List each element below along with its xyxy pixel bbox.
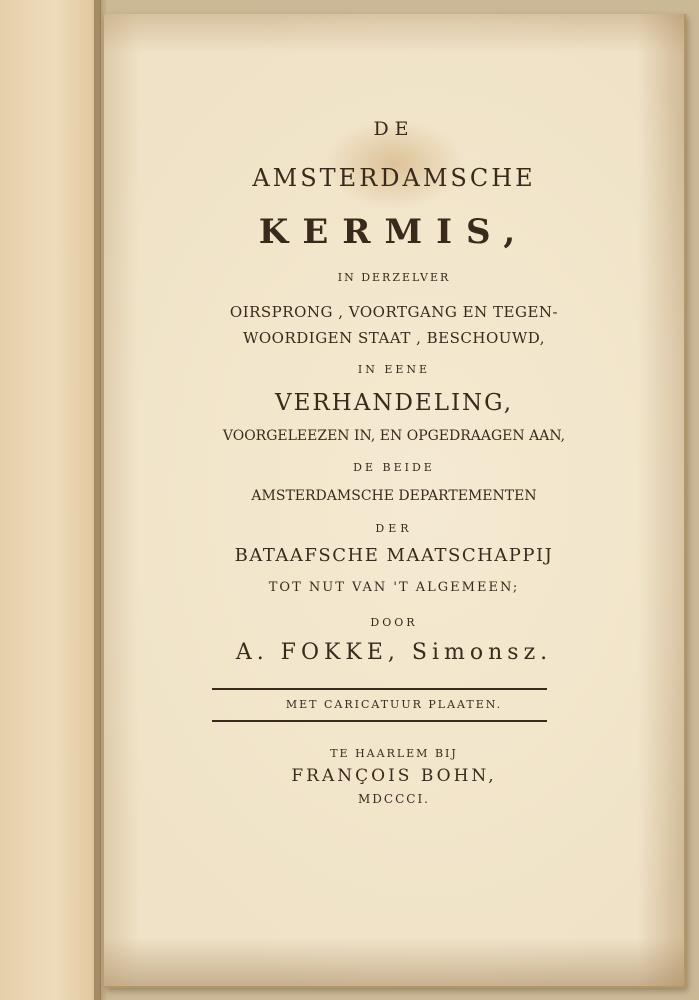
imprint-place: TE HAARLEM BIJ bbox=[330, 747, 458, 760]
rule-bottom bbox=[212, 720, 547, 722]
plates-note: MET CARICATUUR PLAATEN. bbox=[285, 698, 503, 711]
title-line-verhandeling: VERHANDELING, bbox=[274, 390, 514, 416]
title-line-de: DE bbox=[373, 118, 415, 140]
subtitle-in-eene: IN EENE bbox=[357, 363, 431, 376]
subtitle-in-derzelver: IN DERZELVER bbox=[337, 271, 451, 284]
imprint-year: MDCCCI. bbox=[357, 792, 430, 806]
subtitle-oirsprong: OIRSPRONG , VOORTGANG EN TEGEN- bbox=[229, 303, 559, 321]
subtitle-departementen: AMSTERDAMSCHE DEPARTEMENTEN bbox=[251, 488, 537, 504]
title-page bbox=[104, 14, 686, 988]
title-line-bataafsche: BATAAFSCHE MAATSCHAPPIJ bbox=[234, 545, 554, 566]
subtitle-door: DOOR bbox=[370, 616, 418, 629]
subtitle-voorgeleezen: VOORGELEEZEN IN, EN OPGEDRAAGEN AAN, bbox=[222, 428, 566, 444]
subtitle-der: DER bbox=[375, 522, 413, 535]
subtitle-tot-nut: TOT NUT VAN 'T ALGEMEEN; bbox=[268, 580, 520, 595]
title-line-kermis: KERMIS, bbox=[258, 212, 530, 252]
subtitle-woordigen: WOORDIGEN STAAT , BESCHOUWD, bbox=[242, 329, 546, 347]
subtitle-de-beide: DE BEIDE bbox=[353, 461, 435, 474]
imprint-printer: FRANÇOIS BOHN, bbox=[291, 766, 497, 786]
author-name: A. FOKKE, Simonsz. bbox=[235, 640, 553, 665]
title-line-amsterdamsche: AMSTERDAMSCHE bbox=[252, 164, 536, 192]
rule-top bbox=[212, 688, 547, 690]
left-page-edge bbox=[0, 0, 101, 1000]
